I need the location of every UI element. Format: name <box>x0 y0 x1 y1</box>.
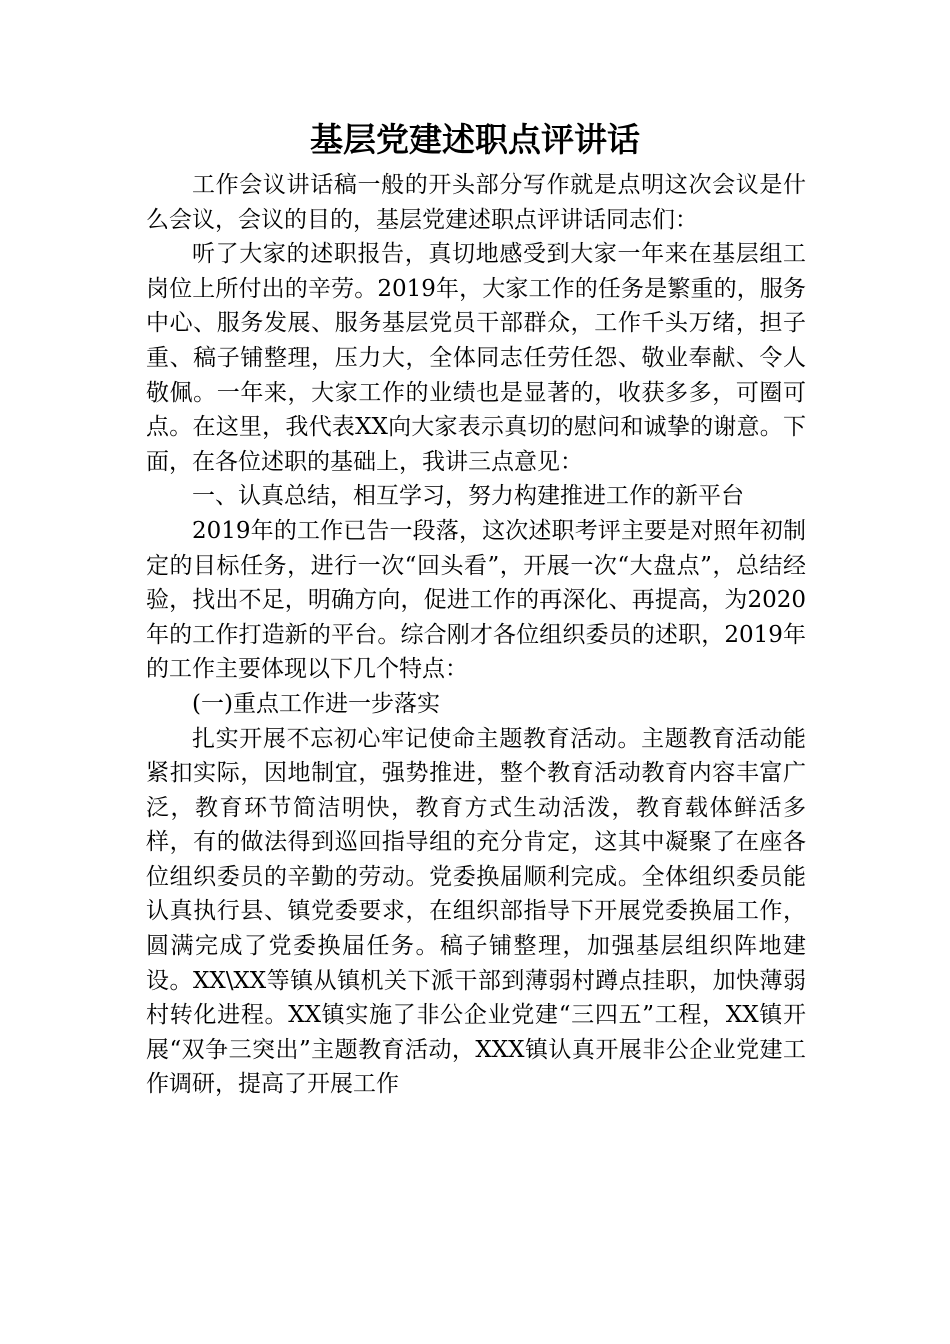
subsection-heading-one: (一)重点工作进一步落实 <box>192 690 440 717</box>
paragraph-summary: 2019年的工作已告一段落，这次述职考评主要是对照年初制定的目标任务，进行一次“回头看”，开展一次“大盘点”，总结经验，找出不足，明确方向，促进工作的再深化、再提高，为2020年的工作打造新的平台。综合刚才各位组织委员的述职，2019年的工作主要体现以下几个特点： <box>146 517 806 683</box>
document-body <box>146 168 806 1102</box>
paragraph-appreciation: 听了大家的述职报告，真切地感受到大家一年来在基层组工岗位上所付出的辛劳。2019年，大家工作的任务是繁重的，服务中心、服务发展、服务基层党员干部群众，工作千头万绪，担子重、稿子铺整理，压力大，全体同志任劳任怨、敬业奉献、令人敬佩。一年来，大家工作的业绩也是显著的，收获多多，可圈可点。在这里，我代表XX向大家表示真切的慰问和诚挚的谢意。下面，在各位述职的基础上，我讲三点意见： <box>146 241 806 475</box>
paragraph-opening: 工作会议讲话稿一般的开头部分写作就是点明这次会议是什么会议，会议的目的，基层党建述职点评讲话同志们： <box>146 172 806 233</box>
paragraph-key-work: 扎实开展不忘初心牢记使命主题教育活动。主题教育活动能紧扣实际，因地制宜，强势推进，整个教育活动教育内容丰富广泛，教育环节简洁明快，教育方式生动活泼，教育载体鲜活多样，有的做法得到巡回指导组的充分肯定，这其中凝聚了在座各位组织委员的辛勤的劳动。党委换届顺利完成。全体组织委员能认真执行县、镇党委要求，在组织部指导下开展党委换届工作，圆满完成了党委换届任务。稿子铺整理，加强基层组织阵地建设。XX\XX等镇从镇机关下派干部到薄弱村蹲点挂职，加快薄弱村转化进程。XX镇实施了非公企业党建“三四五”工程，XX镇开展“双争三突出”主题教育活动，XXX镇认真开展非公企业党建工作调研，提高了开展工作 <box>146 725 806 1098</box>
document-title: 基层党建述职点评讲话 <box>310 120 640 159</box>
section-heading-one: 一、认真总结，相互学习，努力构建推进工作的新平台 <box>192 483 744 510</box>
